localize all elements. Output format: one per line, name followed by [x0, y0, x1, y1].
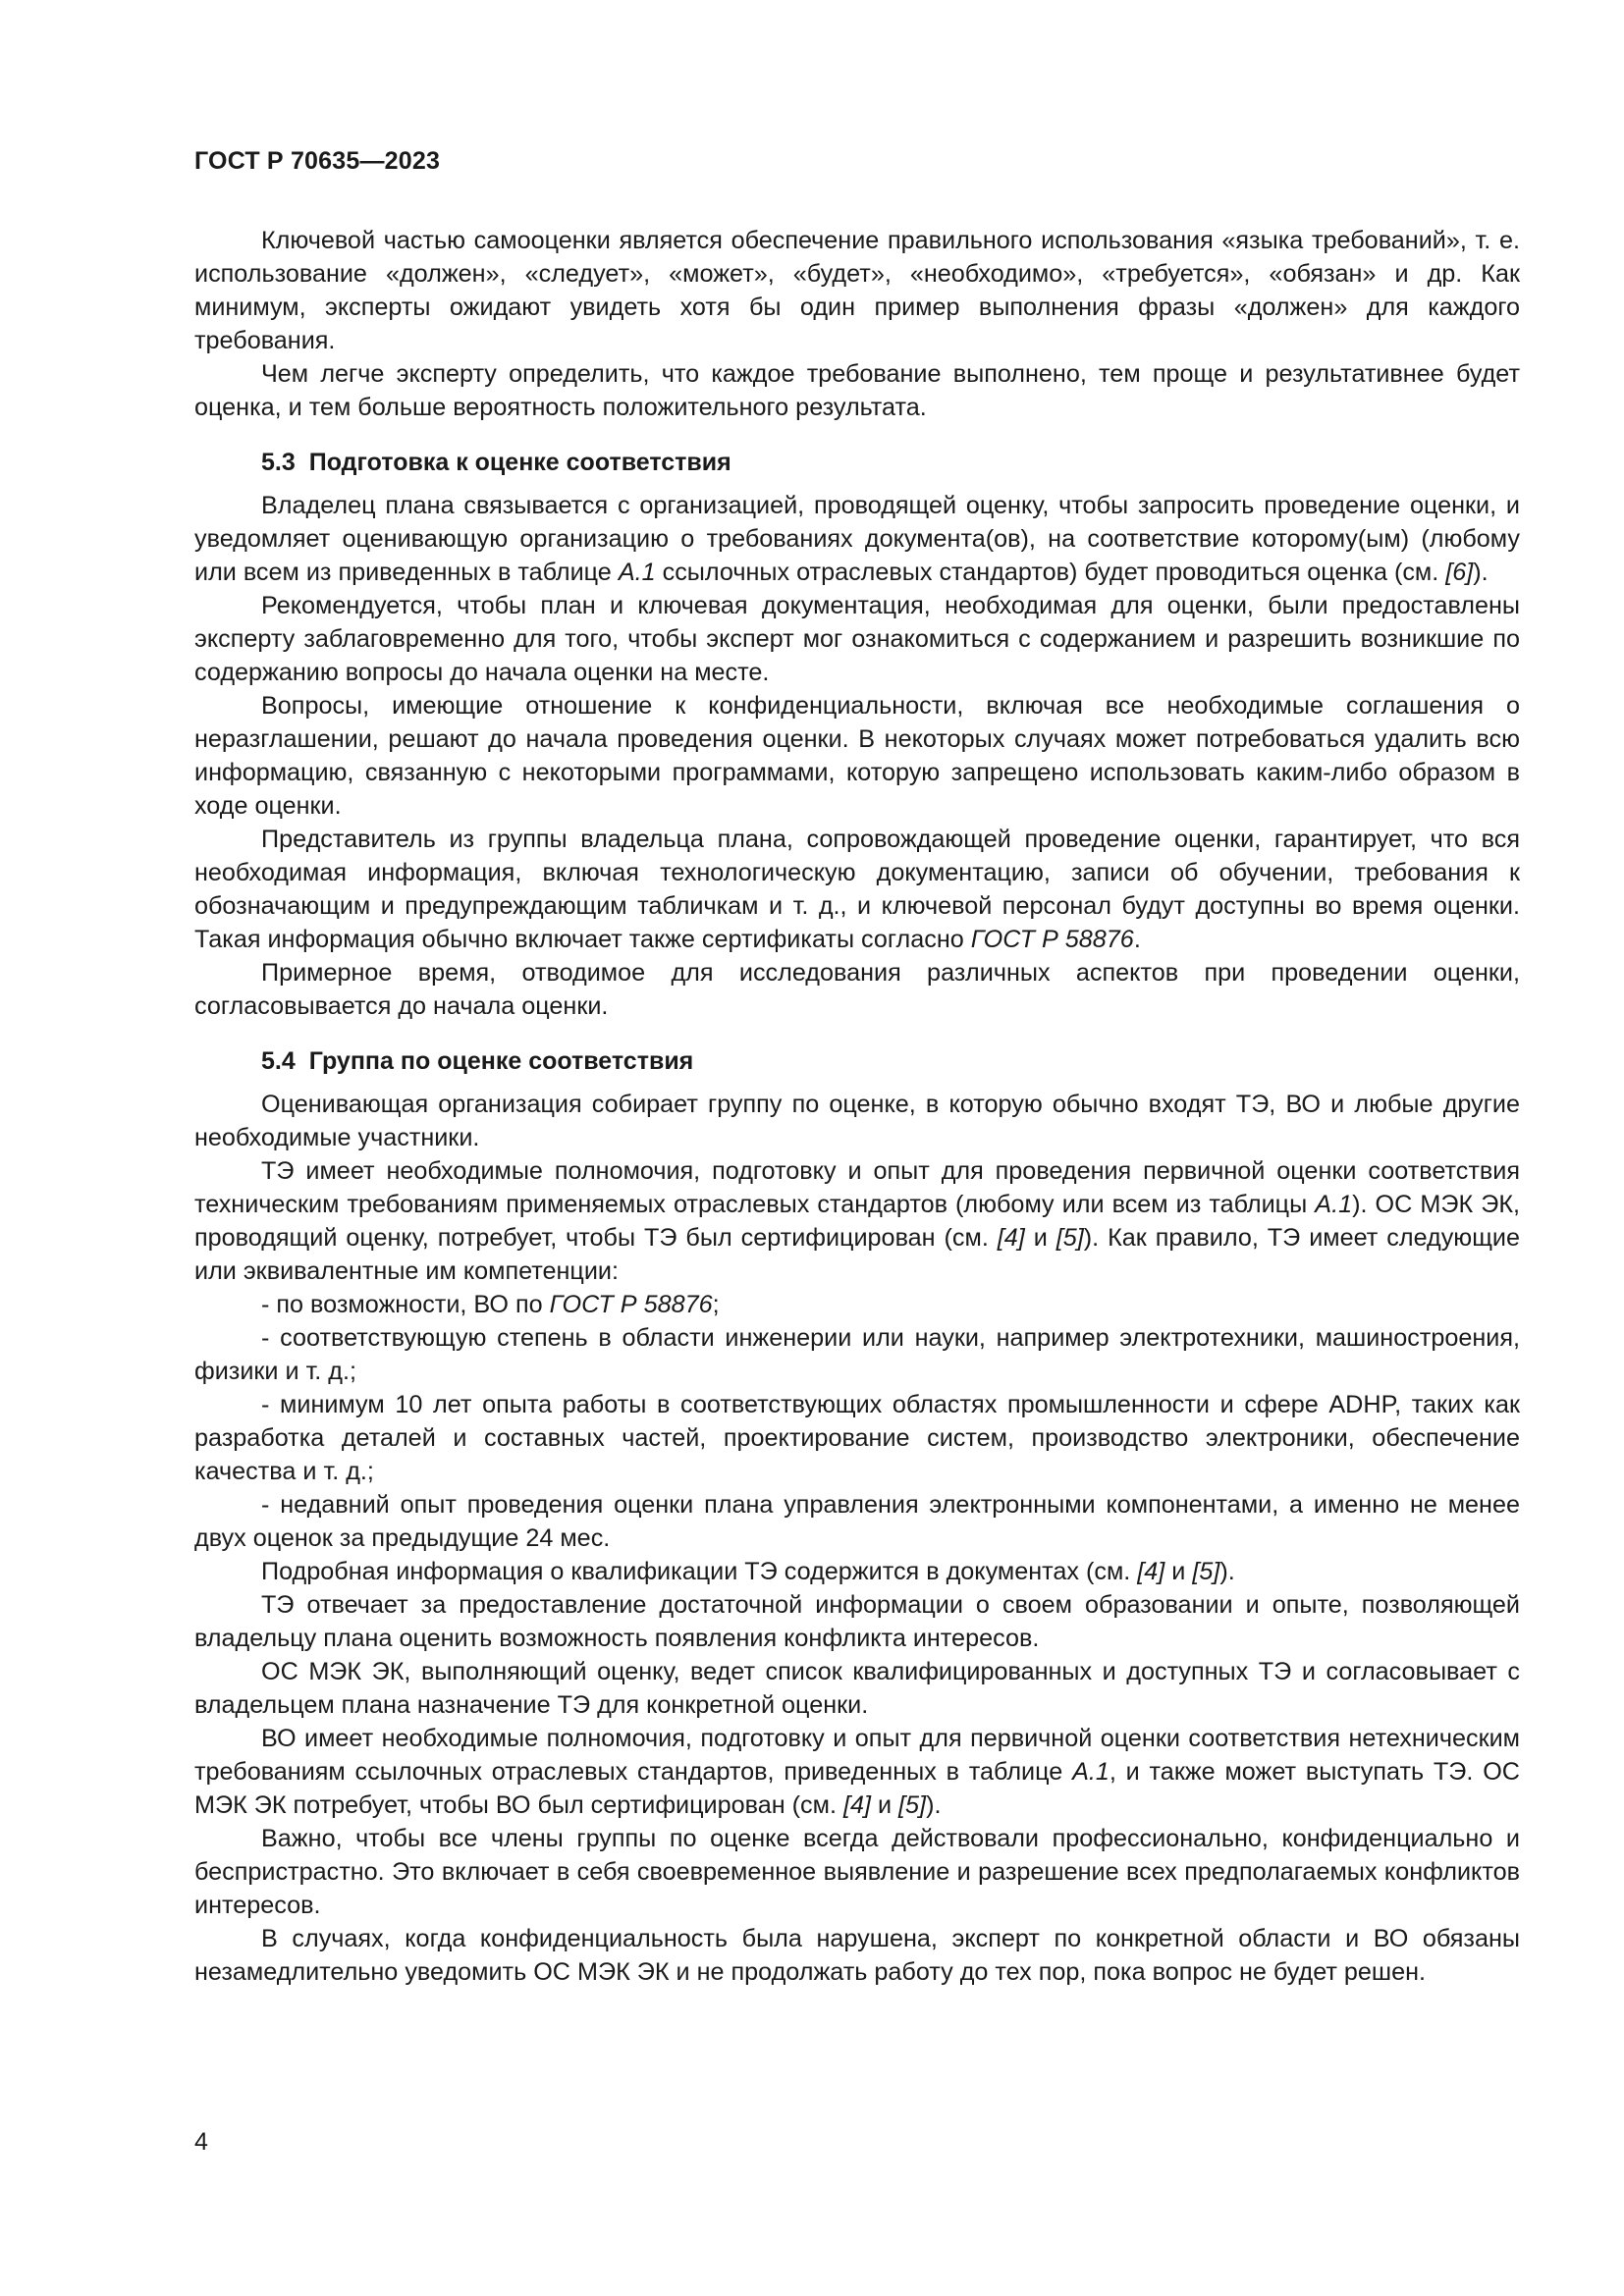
section-5-4-heading: [261, 1044, 1520, 1078]
table-reference: А.1: [1072, 1758, 1110, 1786]
section-5-3-paragraph-4: Представитель из группы владельца плана, сопровождающей проведение оценки, гарантирует, что вся необходимая информация, включая технологическую документацию, записи об обучении, требования к обозначающим и предупреждающим табличкам и т. д., и ключевой персонал будут доступны во время оценки. Такая информация обычно включает также сертификаты согласно ГОСТ Р 58876.: [194, 826, 1520, 953]
section-5-3-paragraph-3: Вопросы, имеющие отношение к конфиденциальности, включая все необходимые соглашения о неразглашении, решают до начала проведения оценки. В некоторых случаях может потребоваться удалить всю информацию, связанную с некоторыми программами, которую запрещено использовать каким-либо образом в ходе оценки.: [194, 692, 1520, 820]
section-5-4-paragraph-3: Подробная информация о квалификации ТЭ содержится в документах (см. [4] и [5]).: [261, 1558, 1235, 1585]
section-5-4-paragraph-6: ВО имеет необходимые полномочия, подготовку и опыт для первичной оценки соответствия нетехническим требованиям ссылочных отраслевых стандартов, приведенных в таблице А.1, и также может выступать ТЭ. ОС МЭК ЭК потребует, чтобы ВО был сертифицирован (см. [4] и [5]).: [194, 1725, 1520, 1819]
standard-reference: ГОСТ Р 58876: [549, 1291, 713, 1318]
section-5-3-paragraph-1: Владелец плана связывается с организацией, проводящей оценку, чтобы запросить проведение оценки, и уведомляет оценивающую организацию о требованиях документа(ов), на соответствие которому(ым) (любому или всем из приведенных в таблице А.1 ссылочных отраслевых стандартов) будет проводиться оценка (см. [6]).: [194, 492, 1520, 586]
section-5-3-heading: [261, 446, 1520, 479]
section-5-4-paragraph-4: ТЭ отвечает за предоставление достаточной информации о своем образовании и опыте, позволяющей владельцу плана оценить возможность появления конфликта интересов.: [194, 1591, 1520, 1652]
document-body: [194, 224, 1520, 1989]
section-5-4-paragraph-2: ТЭ имеет необходимые полномочия, подготовку и опыт для проведения первичной оценки соответствия техническим требованиям применяемых отраслевых стандартов (любому или всем из таблицы А.1). ОС МЭК ЭК, проводящий оценку, потребует, чтобы ТЭ был сертифицирован (см. [4] и [5]). Как правило, ТЭ имеет следующие или эквивалентные им компетенции:: [194, 1157, 1520, 1285]
section-5-3-paragraph-2: Рекомендуется, чтобы план и ключевая документация, необходимая для оценки, были предоставлены эксперту заблаговременно для того, чтобы эксперт мог ознакомиться с содержанием и разрешить возникшие по содержанию вопросы до начала оценки на месте.: [194, 592, 1520, 686]
section-title: Подготовка к оценке соответствия: [308, 449, 731, 476]
bibliography-reference: [6]: [1445, 559, 1474, 586]
section-number: 5.4: [261, 1047, 296, 1075]
bibliography-reference: [5]: [1056, 1224, 1084, 1252]
section-number: 5.3: [261, 449, 296, 476]
list-item: - по возможности, ВО по ГОСТ Р 58876;: [261, 1291, 720, 1318]
bibliography-reference: [4]: [997, 1224, 1025, 1252]
bibliography-reference: [4]: [1137, 1558, 1165, 1585]
list-item: - недавний опыт проведения оценки плана управления электронными компонентами, а именно не менее двух оценок за предыдущие 24 мес.: [194, 1491, 1520, 1552]
bibliography-reference: [5]: [1192, 1558, 1220, 1585]
section-5-4-paragraph-1: Оценивающая организация собирает группу по оценке, в которую обычно входят ТЭ, ВО и любые другие необходимые участники.: [194, 1091, 1520, 1151]
section-title: Группа по оценке соответствия: [308, 1047, 694, 1075]
section-5-3-paragraph-5: Примерное время, отводимое для исследования различных аспектов при проведении оценки, согласовывается до начала оценки.: [194, 959, 1520, 1020]
section-5-4-paragraph-7: Важно, чтобы все члены группы по оценке всегда действовали профессионально, конфиденциально и беспристрастно. Это включает в себя своевременное выявление и разрешение всех предполагаемых конфликтов интересов.: [194, 1825, 1520, 1919]
list-item: - минимум 10 лет опыта работы в соответствующих областях промышленности и сфере ADHP, таких как разработка деталей и составных частей, проектирование систем, производство электроники, обеспечение качества и т. д.;: [194, 1391, 1520, 1485]
standard-reference: ГОСТ Р 58876: [970, 926, 1134, 953]
table-reference: А.1: [618, 559, 656, 586]
table-reference: А.1: [1315, 1191, 1353, 1218]
list-item: - соответствующую степень в области инженерии или науки, например электротехники, машиностроения, физики и т. д.;: [194, 1324, 1520, 1385]
bibliography-reference: [5]: [898, 1791, 927, 1819]
document-header: ГОСТ Р 70635—2023: [194, 147, 441, 175]
page-number: 4: [194, 2128, 208, 2156]
section-5-4-paragraph-5: ОС МЭК ЭК, выполняющий оценку, ведет список квалифицированных и доступных ТЭ и согласовывает с владельцем плана назначение ТЭ для конкретной оценки.: [194, 1658, 1520, 1719]
bibliography-reference: [4]: [842, 1791, 871, 1819]
intro-paragraph-1: Ключевой частью самооценки является обеспечение правильного использования «языка требований», т. е. использование «должен», «следует», «может», «будет», «необходимо», «требуется», «обязан» и др. Как минимум, эксперты ожидают увидеть хотя бы один пример выполнения фразы «должен» для каждого требования.: [194, 227, 1520, 354]
section-5-4-paragraph-8: В случаях, когда конфиденциальность была нарушена, эксперт по конкретной области и ВО обязаны незамедлительно уведомить ОС МЭК ЭК и не продолжать работу до тех пор, пока вопрос не будет решен.: [194, 1925, 1520, 1986]
intro-paragraph-2: Чем легче эксперту определить, что каждое требование выполнено, тем проще и результативнее будет оценка, и тем больше вероятность положительного результата.: [194, 360, 1520, 421]
